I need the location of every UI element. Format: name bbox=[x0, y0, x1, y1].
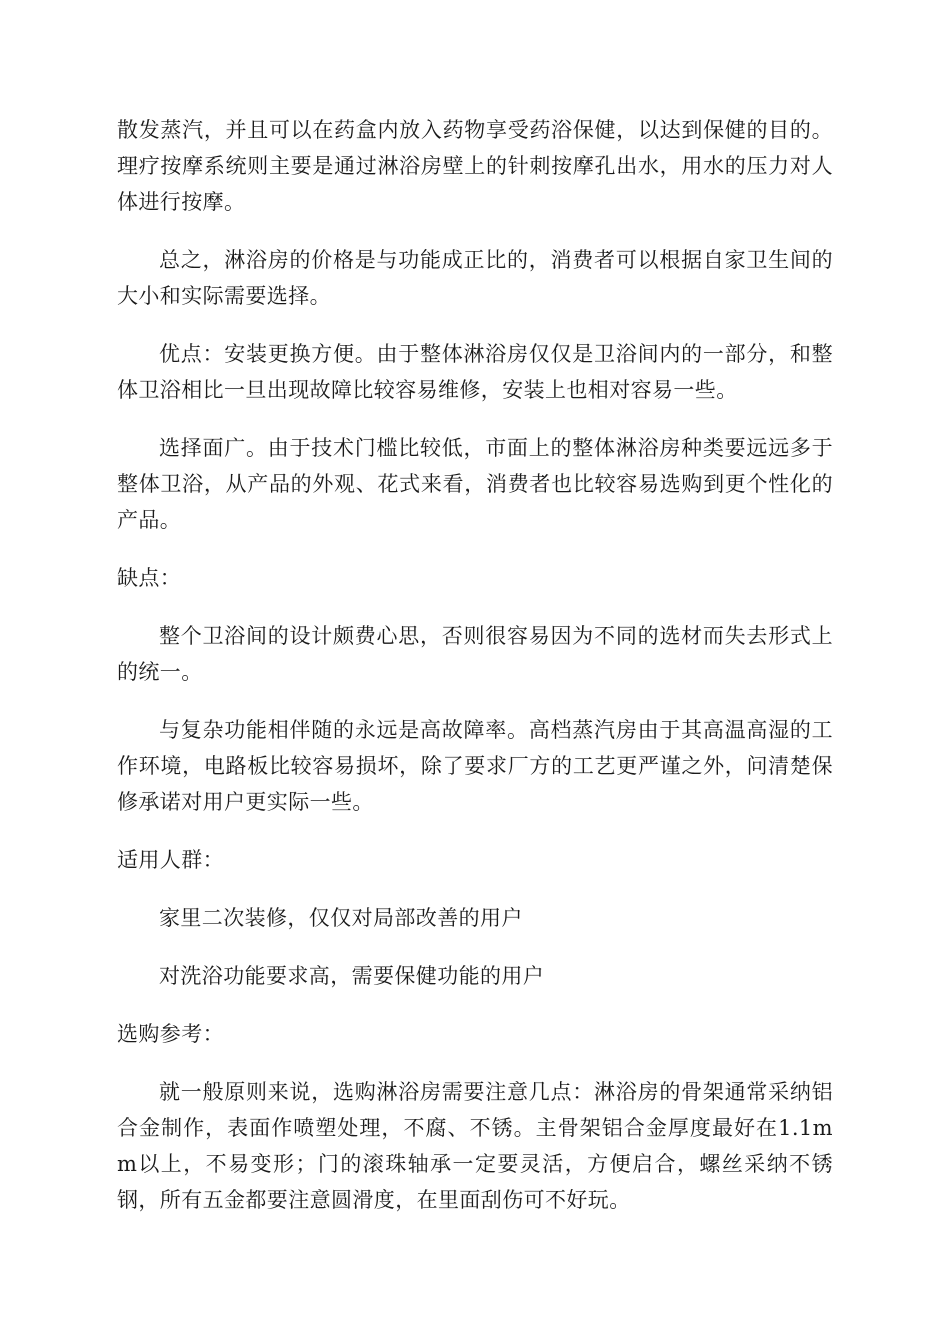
paragraph-continued-steam-features: 散发蒸汽，并且可以在药盒内放入药物享受药浴保健，以达到保健的目的。理疗按摩系统则主要是通过淋浴房壁上的针刺按摩孔出水，用水的压力对人体进行按摩。 bbox=[117, 118, 833, 214]
paragraph-buying-guide: 就一般原则来说，选购淋浴房需要注意几点：淋浴房的骨架通常采纳铝合金制作，表面作喷塑处理，不腐、不锈。主骨架铝合金厚度最好在1.1mm以上，不易变形；门的滚珠轴承一定要灵活，方便启合，螺丝采纳不锈钢，所有五金都要注意圆滑度，在里面刮伤可不好玩。 bbox=[117, 1080, 833, 1212]
paragraph-disadvantage-design: 整个卫浴间的设计颇费心思，否则很容易因为不同的选材而失去形式上的统一。 bbox=[117, 624, 833, 684]
heading-disadvantages: 缺点： bbox=[117, 566, 182, 590]
list-item-target-user-renovation: 家里二次装修，仅仅对局部改善的用户 bbox=[159, 906, 523, 930]
paragraph-advantage-install: 优点：安装更换方便。由于整体淋浴房仅仅是卫浴间内的一部分，和整体卫浴相比一旦出现故障比较容易维修，安装上也相对容易一些。 bbox=[117, 342, 833, 402]
heading-target-users: 适用人群： bbox=[117, 848, 224, 872]
paragraph-disadvantage-failure: 与复杂功能相伴随的永远是高故障率。高档蒸汽房由于其高温高湿的工作环境，电路板比较容易损坏，除了要求厂方的工艺更严谨之外，问清楚保修承诺对用户更实际一些。 bbox=[117, 718, 833, 814]
document-body bbox=[117, 112, 833, 1218]
list-item-target-user-health: 对洗浴功能要求高，需要保健功能的用户 bbox=[159, 964, 545, 988]
paragraph-advantage-choice: 选择面广。由于技术门槛比较低，市面上的整体淋浴房种类要远远多于整体卫浴，从产品的外观、花式来看，消费者也比较容易选购到更个性化的产品。 bbox=[117, 436, 833, 532]
heading-buying-guide: 选购参考： bbox=[117, 1022, 224, 1046]
paragraph-summary-price: 总之，淋浴房的价格是与功能成正比的，消费者可以根据自家卫生间的大小和实际需要选择。 bbox=[117, 248, 833, 308]
